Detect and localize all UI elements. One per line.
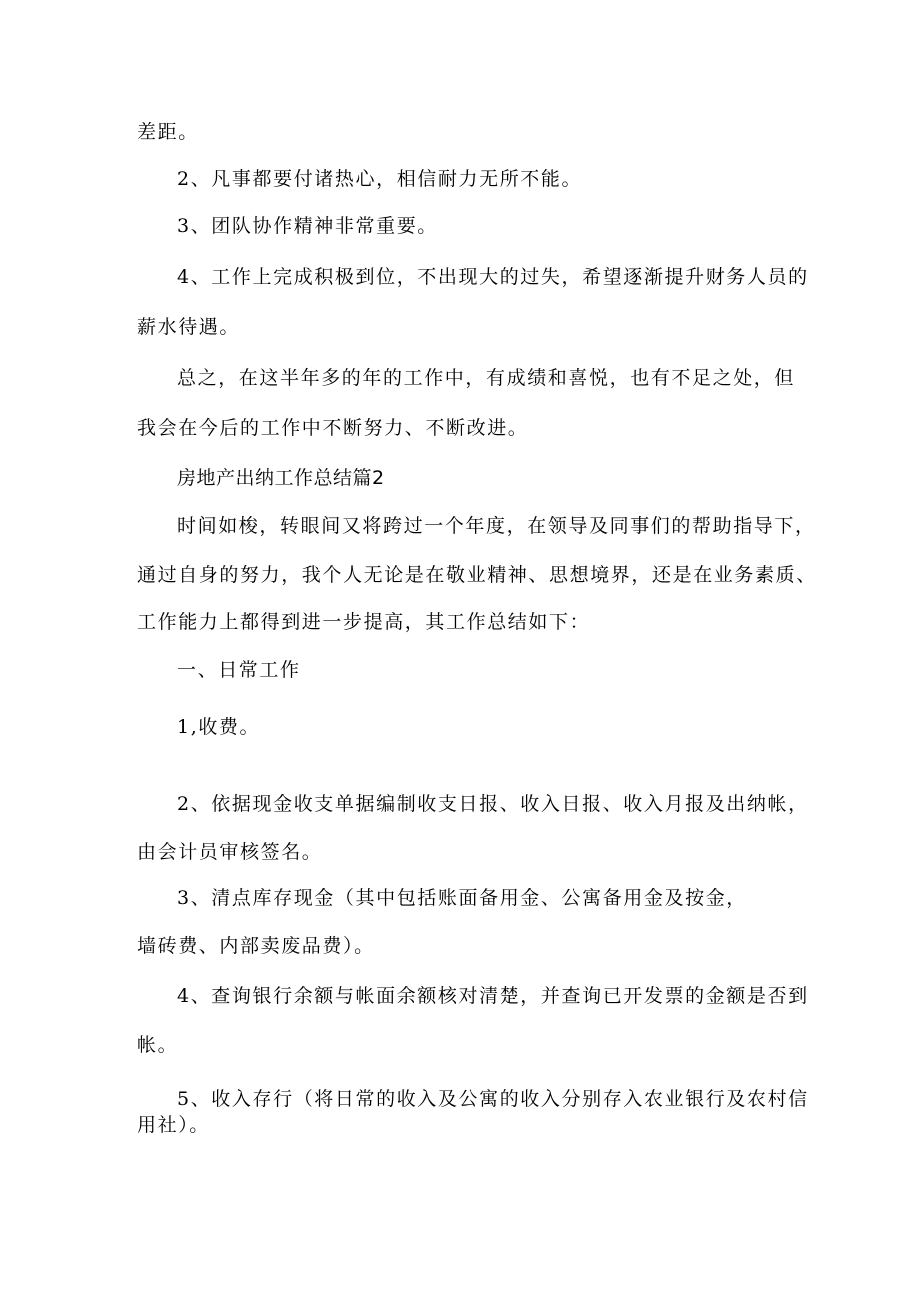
text-line: 总之，在这半年多的年的工作中，有成绩和喜悦，也有不足之处，但 bbox=[177, 367, 796, 389]
text-line: 1,收费。 bbox=[177, 716, 261, 738]
text-line: 3、团队协作精神非常重要。 bbox=[177, 215, 438, 237]
text-line: 工作能力上都得到进一步提高，其工作总结如下： bbox=[137, 611, 591, 633]
text-line: 4、工作上完成积极到位，不出现大的过失，希望逐渐提升财务人员的 bbox=[177, 266, 809, 288]
text-line: 墙砖费、内部卖废品费）。 bbox=[137, 935, 375, 957]
text-line: 帐。 bbox=[137, 1034, 179, 1056]
section-heading: 房地产出纳工作总结篇2 bbox=[177, 467, 385, 489]
text-line: 用社）。 bbox=[137, 1114, 210, 1136]
text-line: 由会计员审核签名。 bbox=[137, 841, 323, 863]
text-line: 5、收入存行（将日常的收入及公寓的收入分别存入农业银行及农村信 bbox=[177, 1088, 809, 1110]
text-line: 2、依据现金收支单据编制收支日报、收入日报、收入月报及出纳帐， bbox=[177, 793, 809, 815]
text-line: 3、清点库存现金（其中包括账面备用金、公寓备用金及按金， bbox=[177, 887, 747, 909]
text-line: 2、凡事都要付诸热心，相信耐力无所不能。 bbox=[177, 168, 583, 190]
subsection-heading: 一、日常工作 bbox=[177, 659, 301, 681]
text-line: 薪水待遇。 bbox=[137, 316, 241, 338]
text-line: 差距。 bbox=[137, 121, 199, 143]
text-line: 4、查询银行余额与帐面余额核对清楚，并查询已开发票的金额是否到 bbox=[177, 985, 809, 1007]
text-line: 通过自身的努力，我个人无论是在敬业精神、思想境界，还是在业务素质、 bbox=[137, 564, 817, 586]
text-line: 我会在今后的工作中不断努力、不断改进。 bbox=[137, 417, 529, 439]
text-line: 时间如梭，转眼间又将跨过一个年度，在领导及同事们的帮助指导下， bbox=[177, 515, 816, 537]
